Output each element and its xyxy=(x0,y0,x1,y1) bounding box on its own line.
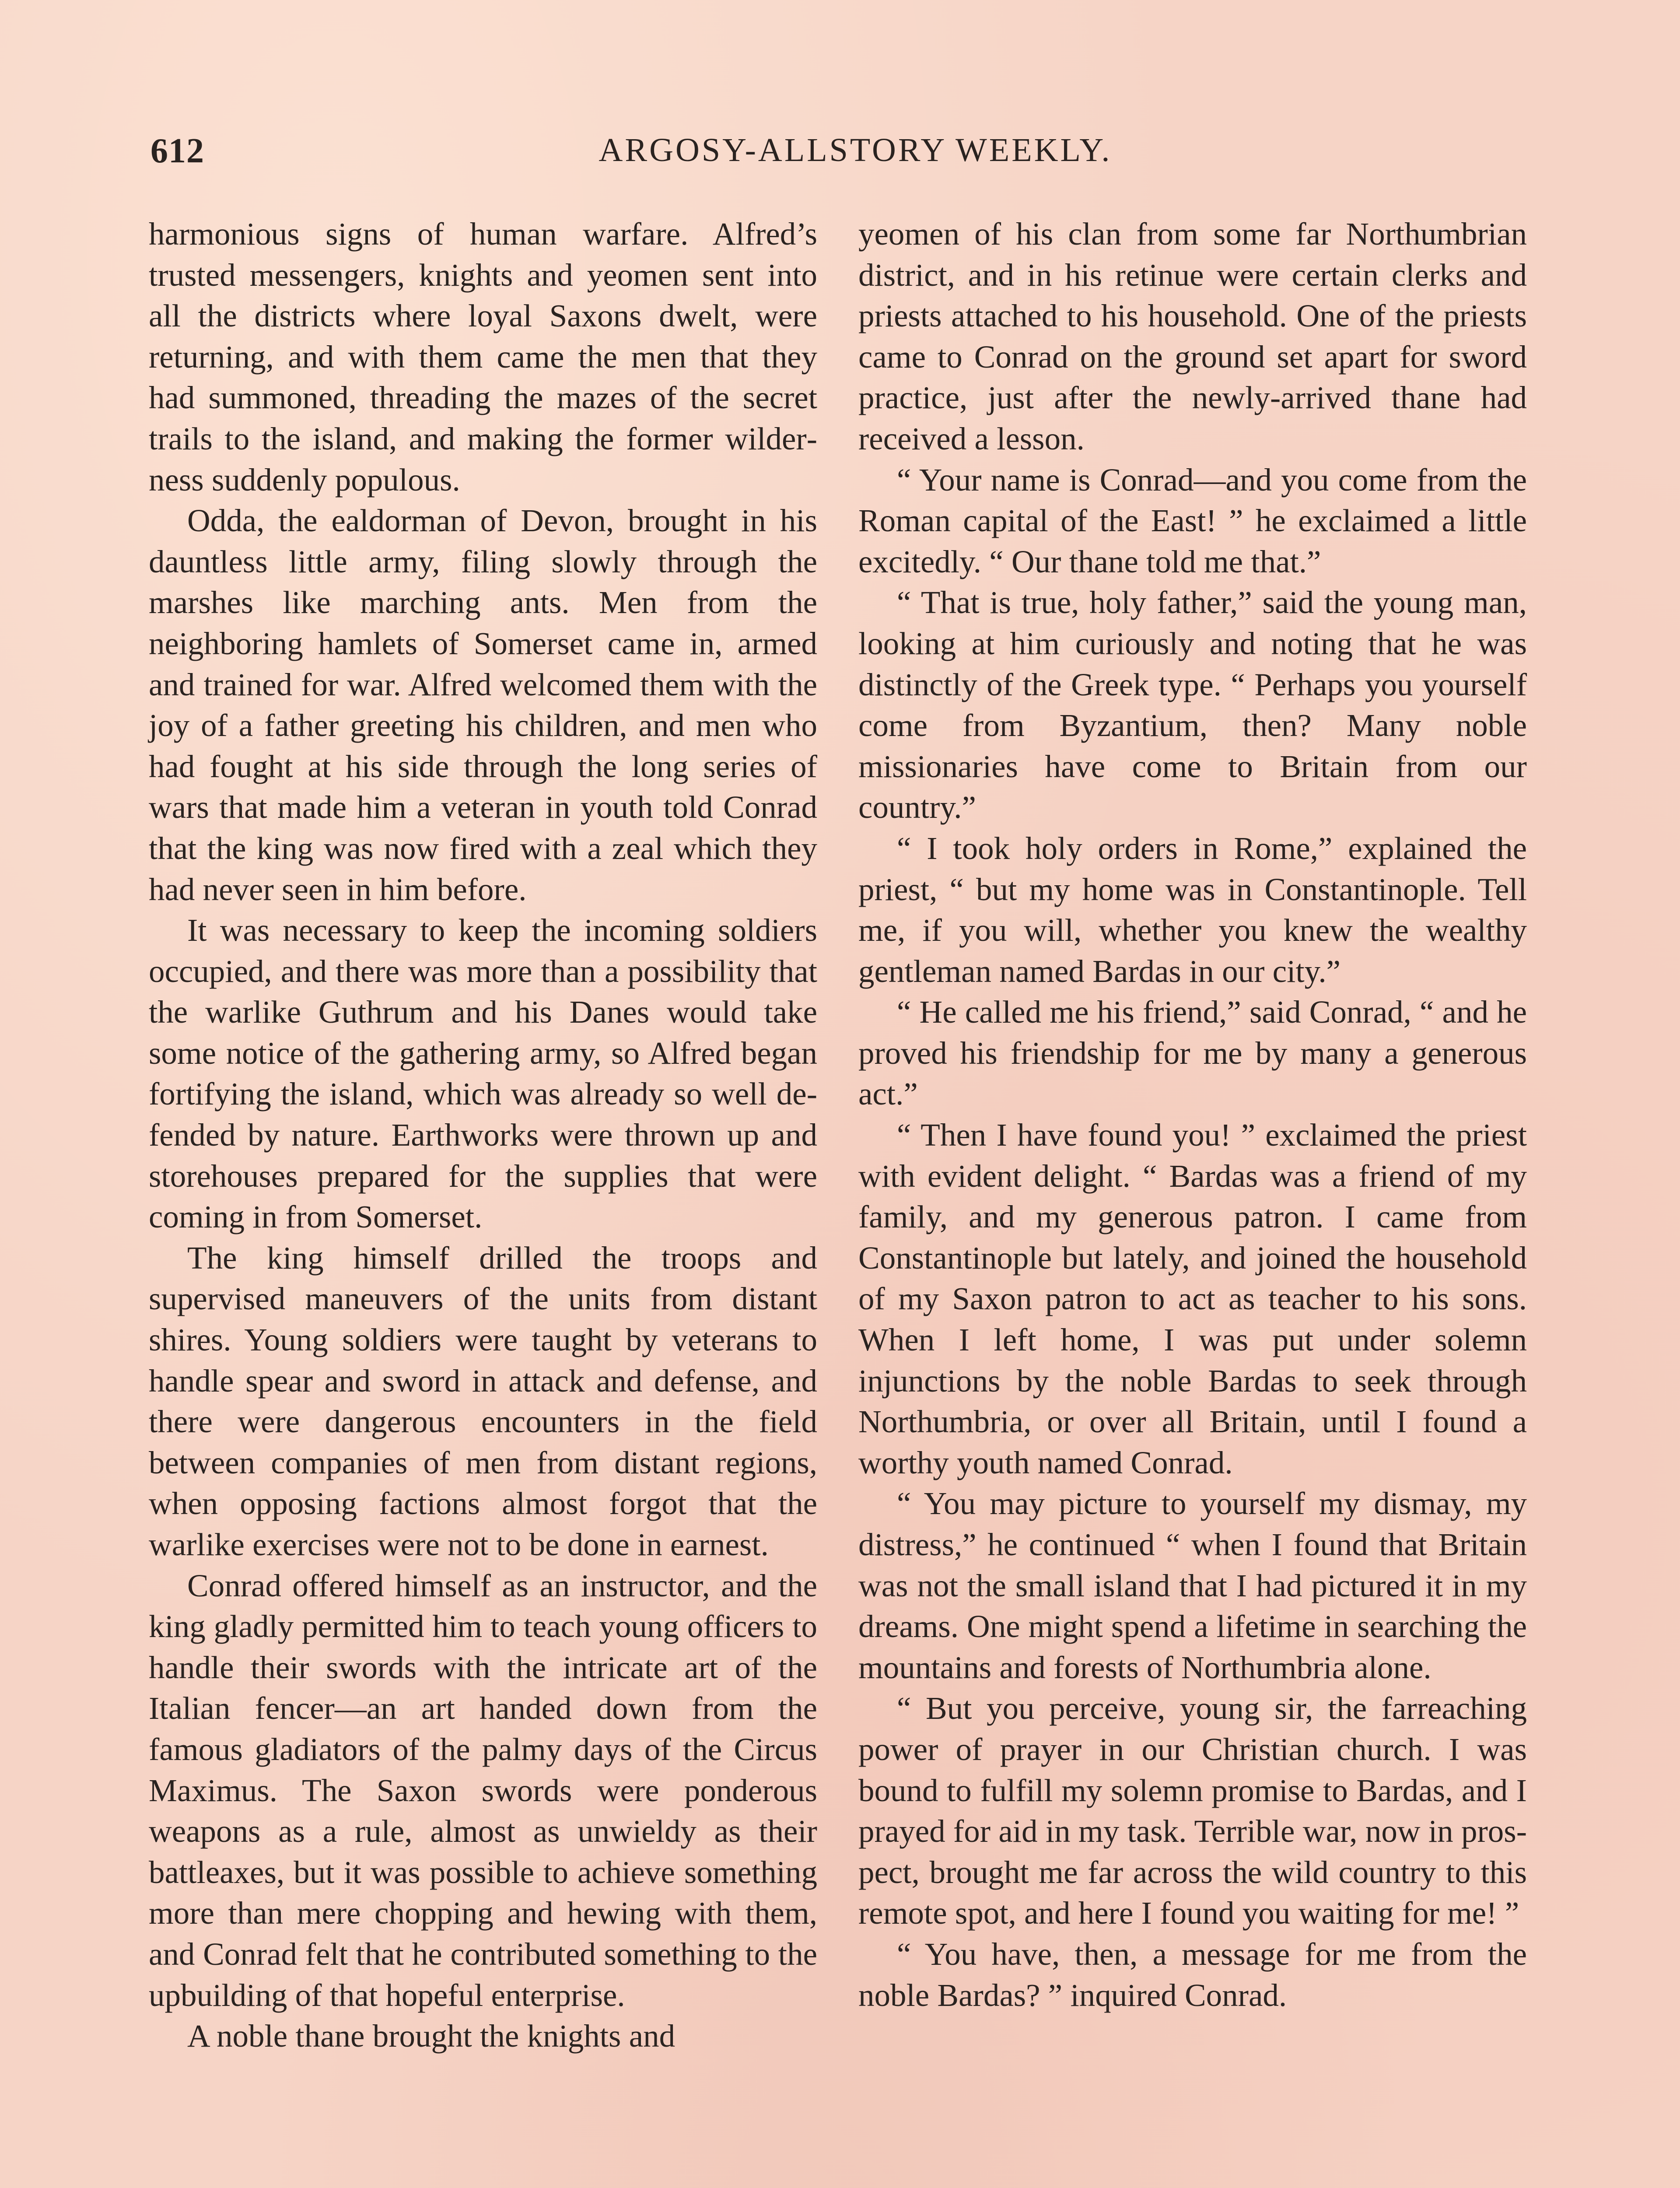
right-column xyxy=(858,214,1527,2016)
paragraph: “ But you perceive, young sir, the farreaching power of prayer in our Christian church. I was bound to fulfill my solemn promise to Bardas, and I prayed for aid in my task. Terrible war, now in prospect, brought me far across the wild country to this remote spot, and here I found you waiting for me! ” xyxy=(858,1690,1527,1931)
paragraph: A noble thane brought the knights and xyxy=(187,2018,676,2054)
running-head: ARGOSY-ALLSTORY WEEKLY. xyxy=(598,132,1112,168)
paragraph: harmonious signs of human warfare. Alfred’s trusted messengers, knights and yeomen sent into all the districts where loyal Saxons dwelt, were returning, and with them came the men that they had summoned, threading the mazes of the secret trails to the island, and making the former wilderness suddenly populous. xyxy=(149,216,817,498)
paragraph: It was necessary to keep the incoming soldiers occupied, and there was more than a possibility that the warlike Guthrum and his Danes would take some notice of the gathering army, so Alfred began fortifying the island, which was already so well defended by nature. Earthworks were thrown up and storehouses prepared for the supplies that were coming in from Somerset. xyxy=(149,912,817,1235)
paragraph: “ Your name is Conrad—and you come from the Roman capital of the East! ” he exclaimed a little excitedly. “ Our thane told me that.” xyxy=(858,462,1527,579)
paragraph: The king himself drilled the troops and supervised maneuvers of the units from distant shires. Young soldiers were taught by veterans to handle spear and sword in attack and defense, and there were dangerous encounters in the field between companies of men from distant regions, when opposing factions almost forgot that the warlike exercises were not to be done in earnest. xyxy=(149,1240,817,1562)
paragraph: “ That is true, holy father,” said the young man, looking at him curiously and noting that he was distinctly of the Greek type. “ Perhaps you yourself come from Byzantium, then? Many noble missionaries have come to Britain from our country.” xyxy=(858,585,1527,825)
paragraph: “ You have, then, a message for me from the noble Bardas? ” inquired Conrad. xyxy=(858,1936,1527,2013)
paragraph: “ You may picture to yourself my dismay, my distress,” he continued “ when I found that Britain was not the small island that I had pictured it in my dreams. One might spend a lifetime in searching the mountains and forests of Northumbria alone. xyxy=(858,1486,1527,1685)
paragraph: “ Then I have found you! ” exclaimed the priest with evident delight. “ Bardas was a friend of my family, and my generous patron. I came from Constantinople but lately, and joined the household of my Saxon patron to act as teacher to his sons. When I left home, I was put under solemn injunctions by the noble Bardas to seek through Northumbria, or over all Britain, until I found a worthy youth named Conrad. xyxy=(858,1117,1527,1480)
paragraph: “ I took holy orders in Rome,” explained the priest, “ but my home was in Constantinople. Tell me, if you will, whether you knew the wealthy gentleman named Bardas in our city.” xyxy=(858,830,1527,989)
paragraph: Conrad offered himself as an instructor, and the king gladly permitted him to teach young officers to handle their swords with the intricate art of the Italian fencer—an art handed down from the famous gladiators of the palmy days of the Circus Maximus. The Saxon swords were ponderous weapons as a rule, almost as unwieldy as their battleaxes, but it was possible to achieve something more than mere chopping and hewing with them, and Conrad felt that he contributed something to the upbuilding of that hopeful enterprise. xyxy=(149,1567,817,2013)
left-column xyxy=(149,214,817,2057)
paragraph: yeomen of his clan from some far Northumbrian district, and in his retinue were certain clerks and priests attached to his household. One of the priests came to Conrad on the ground set apart for sword practice, just after the newly-arrived thane had received a lesson. xyxy=(858,216,1527,456)
paragraph: Odda, the ealdorman of Devon, brought in his dauntless little army, filing slowly through the marshes like marching ants. Men from the neighboring hamlets of Somerset came in, armed and trained for war. Alfred welcomed them with the joy of a father greeting his children, and men who had fought at his side through the long series of wars that made him a veteran in youth told Conrad that the king was now fired with a zeal which they had never seen in him before. xyxy=(149,503,817,907)
page-number: 612 xyxy=(150,132,204,170)
paragraph: “ He called me his friend,” said Conrad, “ and he proved his friendship for me by many a generous act.” xyxy=(858,994,1527,1112)
